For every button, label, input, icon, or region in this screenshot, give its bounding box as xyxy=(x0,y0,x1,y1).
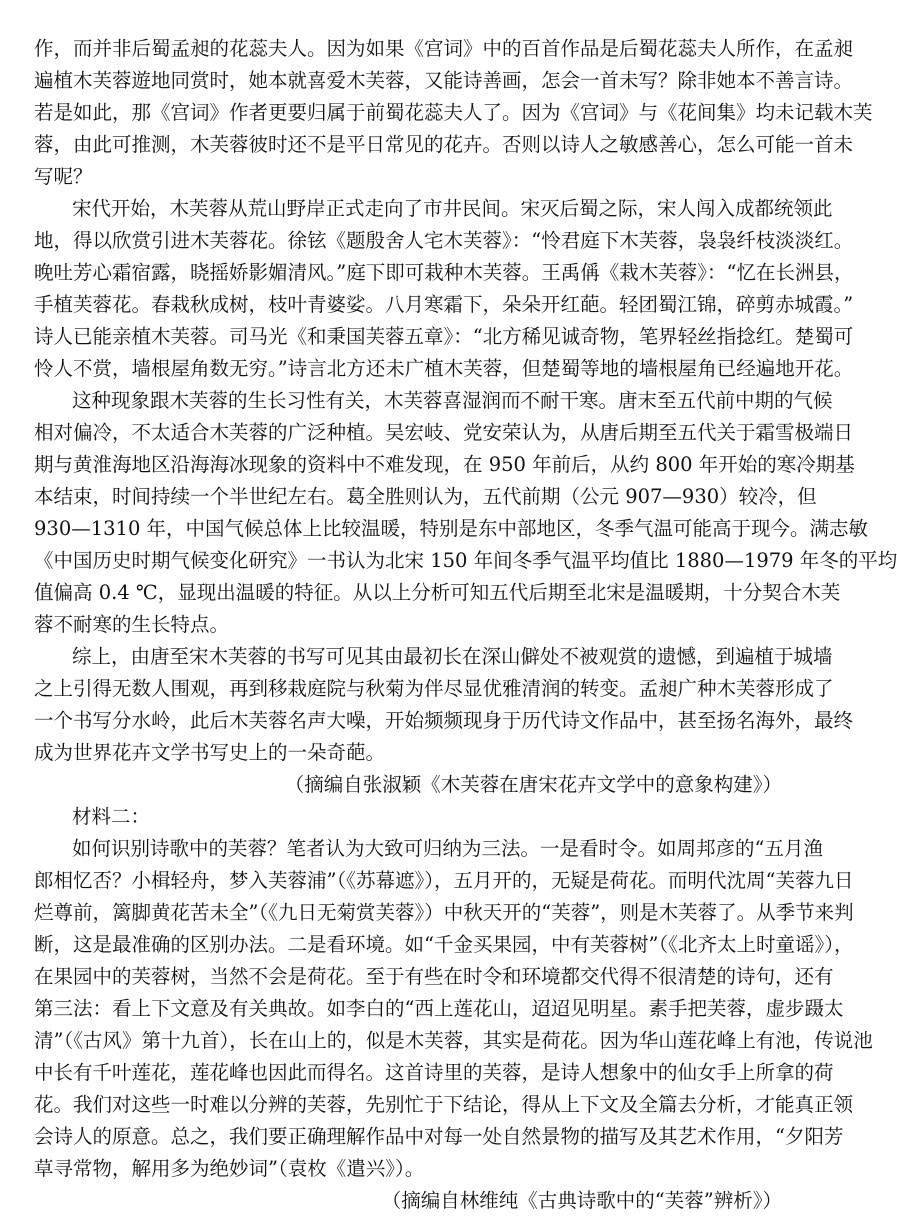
paragraph-start: 这种现象跟木芙蓉的生长习性有关，木芙蓉喜湿润而不耐干寒。唐末至五代前中期的气候 xyxy=(72,389,833,412)
text-line: 一个书写分水岭，此后木芙蓉名声大噪，开始频频现身于历代诗文作品中，甚至扬名海外，最终 xyxy=(34,709,854,732)
source-citation: （摘编自张淑颖《木芙蓉在唐宋花卉文学中的意象构建》） xyxy=(284,773,782,796)
paragraph-start: 综上，由唐至宋木芙蓉的书写可见其由最初长在深山僻处不被观赏的遗憾，到遍植于城墙 xyxy=(72,645,833,668)
text-line: 清”（《古风》第十九首），长在山上的，似是木芙蓉，其实是荷花。因为华山莲花峰上有池，传说池 xyxy=(34,1029,873,1052)
text-line: 930—1310 年，中国气候总体上比较温暖，特别是东中部地区，冬季气温可能高于现今。满志敏 xyxy=(34,517,869,540)
text-line: 会诗人的原意。总之，我们要正确理解作品中对每一处自然景物的描写及其艺术作用，“夕阳芳 xyxy=(34,1125,844,1148)
text-line: 草寻常物，解用多为绝妙词”（袁枚《遣兴》）。 xyxy=(34,1157,425,1180)
text-line: 期与黄淮海地区沿海海冰现象的资料中不难发现，在 950 年前后，从约 800 年开始的寒冷期基 xyxy=(34,453,855,476)
text-line: 遍植木芙蓉遊地同赏时，她本就喜爱木芙蓉，又能诗善画，怎会一首未写？除非她本不善言诗。 xyxy=(34,69,854,92)
text-line: 相对偏冷，不太适合木芙蓉的广泛种植。吴宏岐、党安荣认为，从唐后期至五代关于霜雪极端日 xyxy=(34,421,854,444)
text-line: 地，得以欣赏引进木芙蓉花。徐铉《题殷舍人宅木芙蓉》：“怜君庭下木芙蓉，袅袅纤枝淡淡红。 xyxy=(34,229,854,252)
text-line: 断，这是最准确的区别办法。二是看环境。如“千金买果园，中有芙蓉树”（《北齐太上时童谣》）， xyxy=(34,933,854,956)
text-line: 中长有千叶莲花，莲花峰也因此而得名。这首诗里的芙蓉，是诗人想象中的仙女手上所拿的荷 xyxy=(34,1061,834,1084)
text-line: 蓉，由此可推测，木芙蓉彼时还不是平日常见的花卉。否则以诗人之敏感善心，怎么可能一首未 xyxy=(34,133,854,156)
text-line: 蓉不耐寒的生长特点。 xyxy=(34,613,230,636)
text-line: 怜人不赏，墙根屋角数无穷。”诗言北方还未广植木芙蓉，但楚蜀等地的墙根屋角已经遍地开花。 xyxy=(34,357,854,380)
paragraph-start: 宋代开始，木芙蓉从荒山野岸正式走向了市井民间。宋灭后蜀之际，宋人闯入成都统领此 xyxy=(72,197,833,220)
text-line: 写呢？ xyxy=(34,165,93,188)
text-line: 烂尊前，篱脚黄花苦未全”（《九日无菊赏芙蓉》）中秋天开的“芙蓉”，则是木芙蓉了。从季节来判 xyxy=(34,901,854,924)
paragraph-start: 如何识别诗歌中的芙蓉？笔者认为大致可归纳为三法。一是看时令。如周邦彦的“五月渔 xyxy=(72,837,823,860)
text-line: 花。我们对这些一时难以分辨的芙蓉，先别忙于下结论，得从上下文及全篇去分析，才能真正领 xyxy=(34,1093,854,1116)
text-line: 在果园中的芙蓉树，当然不会是荷花。至于有些在时令和环境都交代得不很清楚的诗句，还有 xyxy=(34,965,834,988)
text-line: 诗人已能亲植木芙蓉。司马光《和秉国芙蓉五章》：“北方稀见诚奇物，笔界轻丝指捻红。楚蜀可 xyxy=(34,325,854,348)
text-line: 成为世界花卉文学书写史上的一朵奇葩。 xyxy=(34,741,386,764)
text-line: 之上引得无数人围观，再到移栽庭院与秋菊为伴尽显优雅清润的转变。孟昶广种木芙蓉形成了 xyxy=(34,677,834,700)
text-line: 本结束，时间持续一个半世纪左右。葛全胜则认为，五代前期（公元 907—930）较冷，但 xyxy=(34,485,817,508)
text-line: 作，而并非后蜀孟昶的花蕊夫人。因为如果《宫词》中的百首作品是后蜀花蕊夫人所作，在孟昶 xyxy=(34,37,854,60)
text-line: 第三法：看上下文意及有关典故。如李白的“西上莲花山，迢迢见明星。素手把芙蓉，虚步蹑太 xyxy=(34,997,844,1020)
section-heading: 材料二： xyxy=(72,805,151,828)
source-citation: （摘编自林维纯《古典诗歌中的“芙蓉”辨析》） xyxy=(381,1189,782,1212)
text-line: 晚吐芳心霜宿露，晓摇娇影媚清风。”庭下即可栽种木芙蓉。王禹偁《栽木芙蓉》：“忆在长洲县， xyxy=(34,261,854,284)
text-line: 《中国历史时期气候变化研究》一书认为北宋 150 年间冬季气温平均值比 1880—1979 年冬的平均 xyxy=(34,549,897,572)
text-line: 手植芙蓉花。春栽秋成树，枝叶青婆娑。八月寒霜下，朵朵开红葩。轻团蜀江锦，碎剪赤城霞。” xyxy=(34,293,854,316)
text-line: 郎相忆否？小楫轻舟，梦入芙蓉浦”（《苏幕遮》），五月开的，无疑是荷花。而明代沈周“芙蓉九日 xyxy=(34,869,854,892)
text-line: 若是如此，那《宫词》作者更要归属于前蜀花蕊夫人了。因为《宫词》与《花间集》均未记载木芙 xyxy=(34,101,873,124)
text-line: 值偏高 0.4 ℃，显现出温暖的特征。从以上分析可知五代后期至北宋是温暖期，十分契合木芙 xyxy=(34,581,841,604)
